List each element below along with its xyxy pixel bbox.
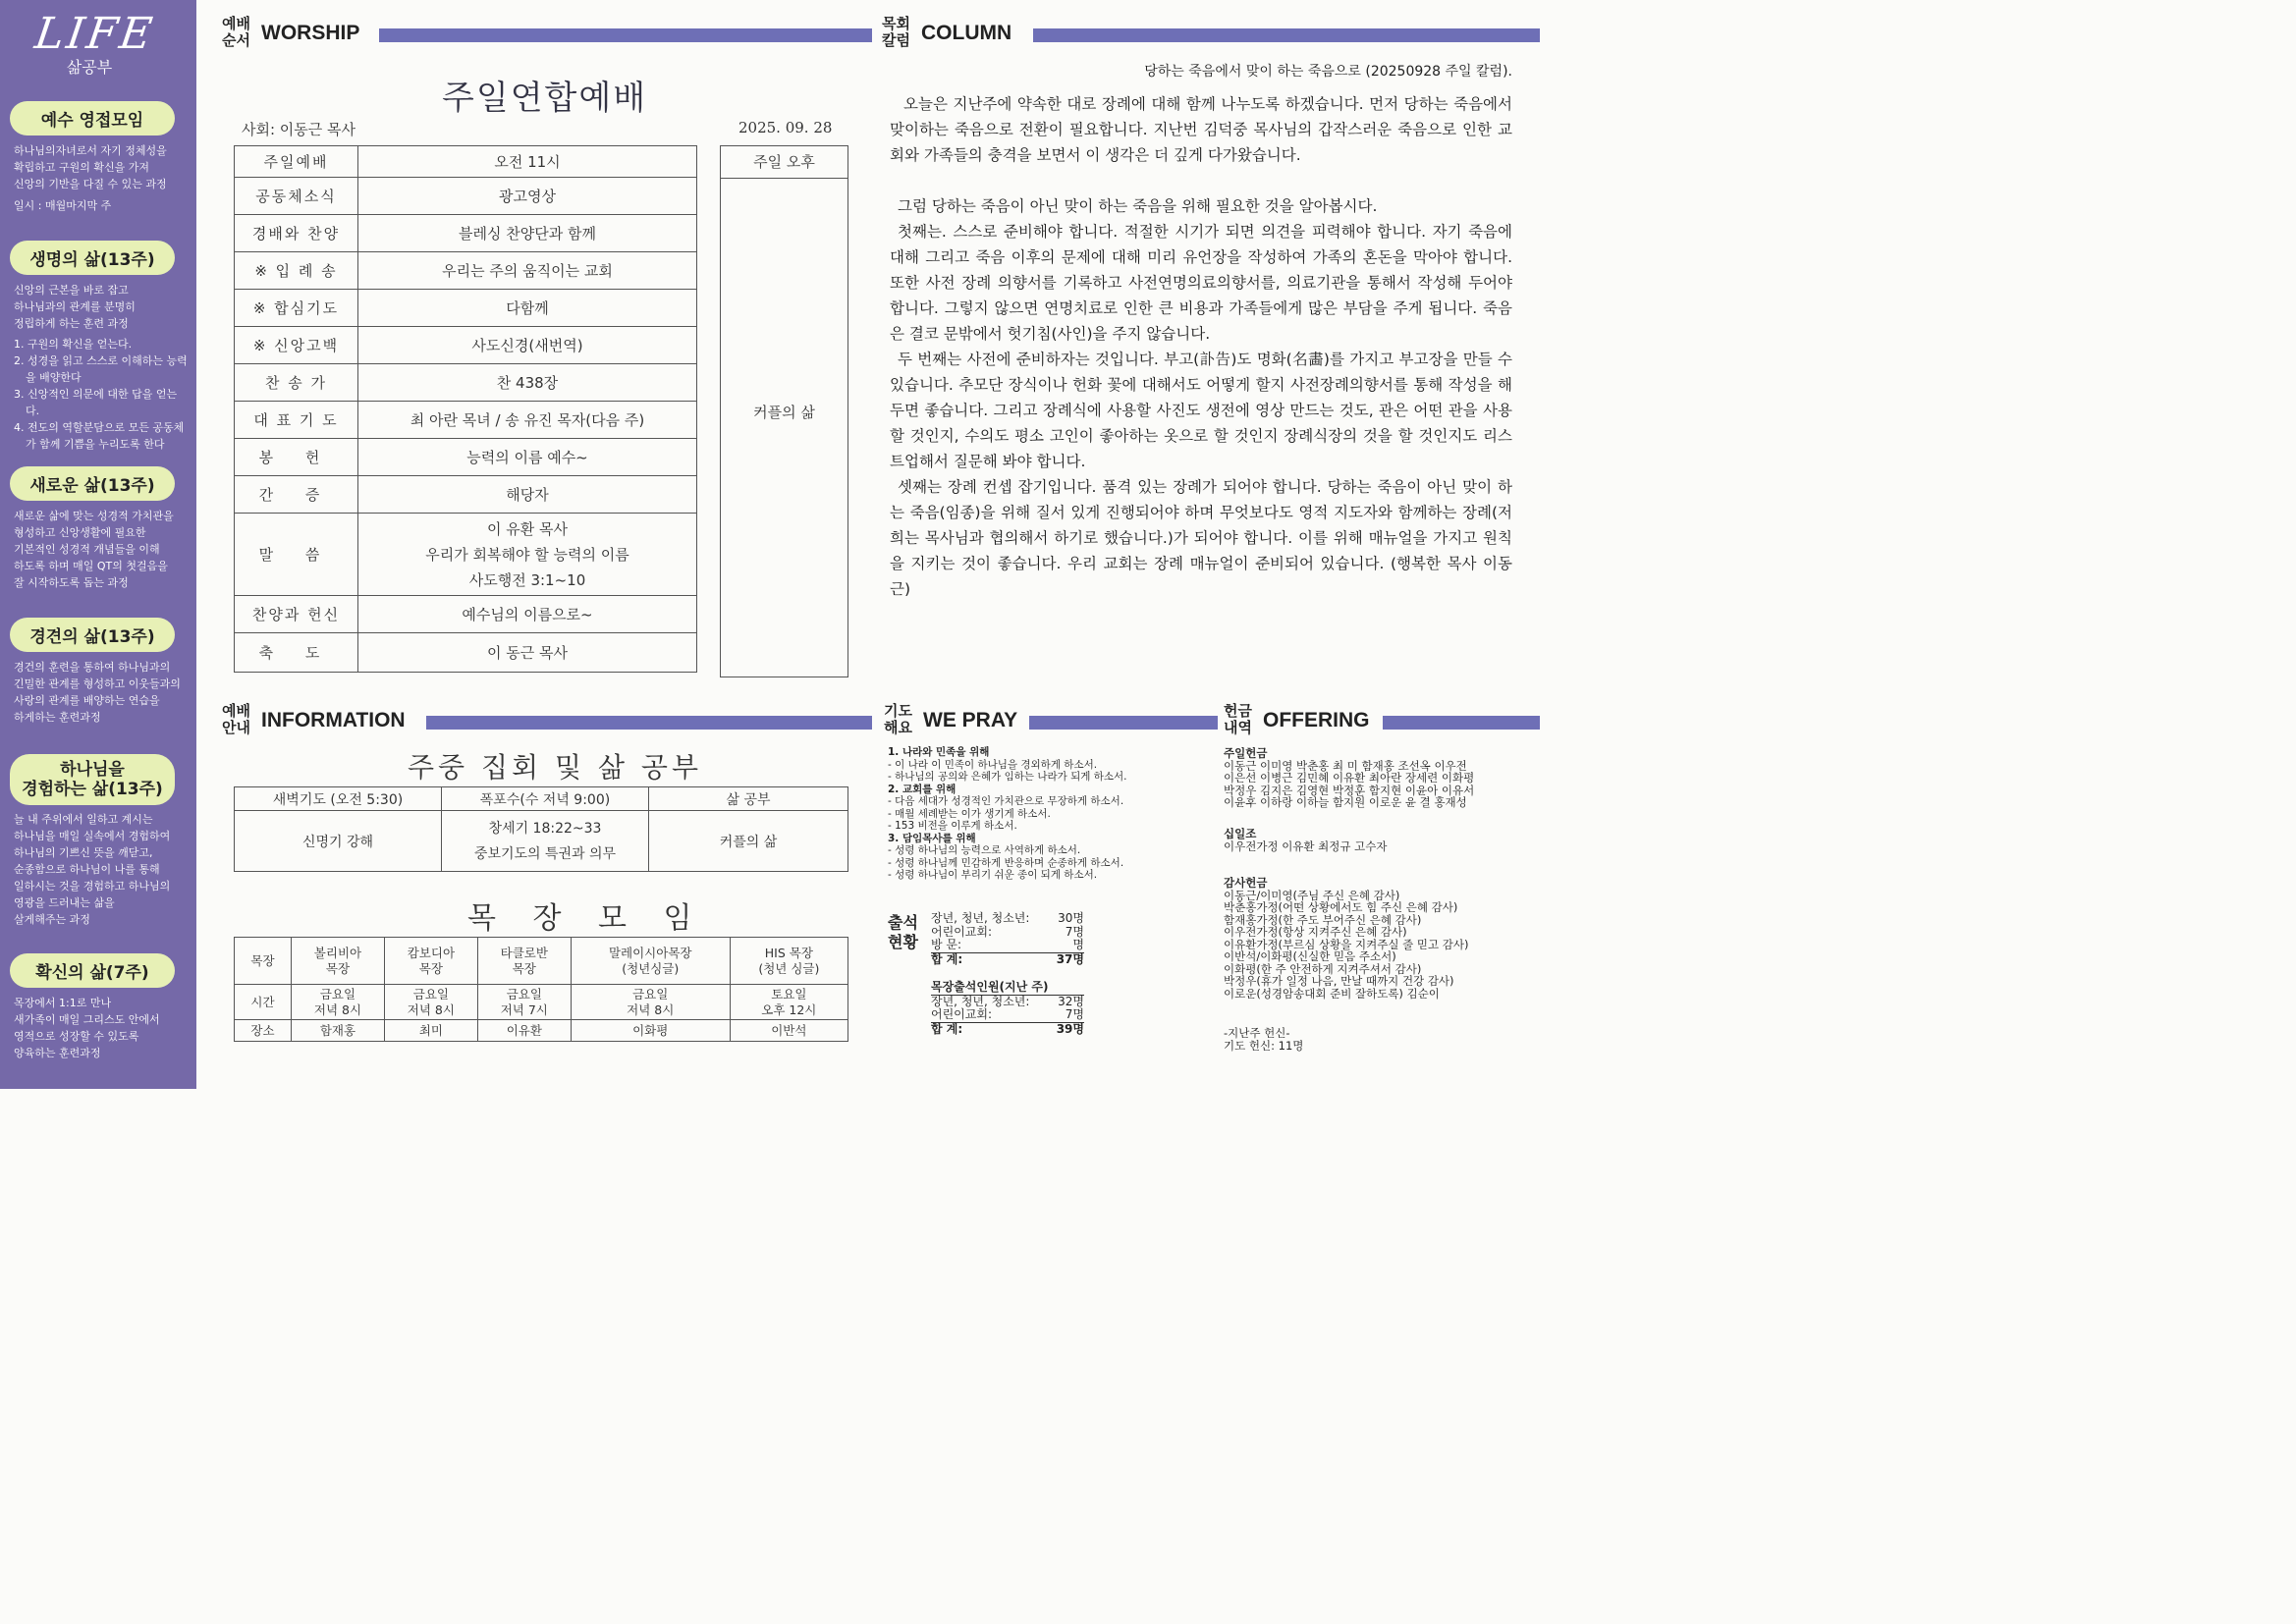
offering-footer: -지난주 헌신- 기도 헌신: 11명 — [1224, 1026, 1304, 1053]
attendance-table: 장년, 청년, 청소년: 30명 어린이교회: 7명 방 문: 명 합 계: 37명 — [931, 911, 1084, 966]
course-title-4: 경견의 삶(13주) — [10, 618, 175, 652]
weekly-table — [234, 786, 848, 872]
table-row: 공동체소식 광고영상 — [235, 178, 697, 215]
table-row: 신명기 강해 창세기 18:22~33 중보기도의 특권과 의무 커플의 삶 — [235, 811, 848, 872]
life-logo — [31, 9, 158, 78]
course-desc-1: 하나님의자녀로서 자기 정체성을 확립하고 구원의 확신을 가져 신앙의 기반을 다질 수 있는 과정 일시 : 매월마지막 주 — [14, 142, 191, 214]
column-subtitle: 당하는 죽음에서 맞이 하는 죽음으로 (20250928 주일 칼럼). — [1144, 64, 1512, 80]
column-header-en: COLUMN — [921, 22, 1012, 44]
table-row: 간 증 해당자 — [235, 476, 697, 514]
header-rule — [1033, 28, 1540, 42]
column-paragraph: 셋째는 장례 컨셉 잡기입니다. 품격 있는 장례가 되어야 합니다. 당하는 죽음이 아닌 맞이 하는 죽음(임종)을 위해 질서 있게 진행되어야 하며 무엇보다도 영적 지도자와 함께하는 장례(저희는 목사님과 협의해서 하기로 했습니다.)가 되어야 합니다. 이를 위해 매뉴얼을 가지고 원칙을 지키는 것이 좋습니다. 우리 교회는 장례 매뉴얼이 준비되어 있습니다. (행복한 목사 이동근) — [890, 478, 1512, 598]
tithe-offering: 십일조 이우전가정 이유환 최정규 고수자 — [1224, 827, 1388, 853]
worship-header-kr: 예배 순서 — [222, 15, 250, 49]
table-row: 찬 송 가 찬 438장 — [235, 364, 697, 402]
pray-header — [884, 703, 1218, 738]
table-row: 새벽기도 (오전 5:30) 폭포수(수 저녁 9:00) 삶 공부 — [235, 787, 848, 811]
course-desc-6: 목장에서 1:1로 만나 새가족이 매일 그리스도 안에서 영적으로 성장할 수 있도록 양육하는 훈련과정 — [14, 997, 160, 1059]
table-row: 대 표 기 도 최 아란 목녀 / 송 유진 목자(다음 주) — [235, 402, 697, 439]
course-desc-3: 새로운 삶에 맞는 성경적 가치관을 형성하고 신앙생활에 필요한 기본적인 성경적 개념들을 이해 하도록 하며 매일 QT의 첫걸음을 잘 시작하도록 돕는 과정 — [14, 510, 174, 589]
header-rule — [426, 716, 872, 730]
column-paragraph: 첫째는. 스스로 준비해야 합니다. 적절한 시기가 되면 의견을 피력해야 합니다. 자기 죽음에 대해 그리고 죽음 이후의 문제에 대해 미리 유언장을 작성하여 가족의 혼돈을 막아야 합니다. 또한 사전 장례 의향서를 기록하고 사전연명의료의향서를, 의료기관을 통해서 작성해 두어야 합니다. 그렇지 않으면 연명치료로 인한 큰 비용과 가족들에게 많은 부담을 주게 됩니다. 죽음은 결코 문밖에서 헛기침(사인)을 주지 않습니다. — [890, 223, 1512, 343]
sidebar — [0, 0, 196, 1089]
sermon-title: 우리가 회복해야 할 능력의 이름 — [425, 545, 629, 564]
course-title-2: 생명의 삶(13주) — [10, 241, 175, 275]
information-header-kr: 예배 안내 — [222, 702, 250, 736]
sermon-row: 말 씀 이 유환 목사 우리가 회복해야 할 능력의 이름 사도행전 3:1~10 — [235, 514, 697, 596]
table-row: 장소 함재홍 최미 이유환 이화평 이반석 — [235, 1020, 848, 1042]
information-header-en: INFORMATION — [261, 709, 406, 731]
sermon-passage: 사도행전 3:1~10 — [468, 570, 586, 589]
offering-header — [1224, 703, 1540, 738]
course-title-1: 예수 영접모임 — [10, 101, 175, 135]
column-header-kr: 목회 칼럼 — [882, 15, 910, 49]
course-title-6: 확신의 삶(7주) — [10, 953, 175, 988]
table-row: ※ 신앙고백 사도신경(새번역) — [235, 327, 697, 364]
table-row: 봉 헌 능력의 이름 예수~ — [235, 439, 697, 476]
prayer-list: 1. 나라와 민족을 위해 - 이 나라 이 민족이 하나님을 경외하게 하소서. - 하나님의 공의와 은혜가 임하는 나라가 되게 하소서. 2. 교회를 위해 - 다음 세대가 성경적인 가치관으로 무장하게 하소서. - 매월 세례받는 이가 생기게 하소서. - 153 비전을 이루게 하소서. 3. 담임목사를 위해 - 성령 하나님의 능력으로 사역하게 하소서. - 성령 하나님께 민감하게 반응하며 순종하게 하소서. - 성령 하나님이 부리기 쉬운 종이 되게 하소서. — [888, 746, 1127, 881]
table-row: ※ 입 례 송 우리는 주의 움직이는 교회 — [235, 252, 697, 290]
mokjang-attendance-table: 목장출석인원(지난 주) 장년, 청년, 청소년: 32명 어린이교회: 7명 합 계: 39명 — [931, 980, 1084, 1036]
worship-header-en: WORSHIP — [261, 22, 360, 44]
mokjang-title: 목 장 모 임 — [467, 901, 706, 936]
table-row: 주일예배 오전 11시 — [235, 146, 697, 178]
sermon-preacher: 이 유환 목사 — [487, 519, 568, 538]
column-paragraph: 그럼 당하는 죽음이 아닌 맞이 하는 죽음을 위해 필요한 것을 알아봅시다. — [898, 197, 1378, 215]
afternoon-box — [720, 145, 848, 677]
worship-date: 2025. 09. 28 — [738, 119, 833, 136]
worship-host: 사회: 이동근 목사 — [242, 121, 356, 138]
afternoon-header: 주일 오후 — [721, 146, 847, 179]
course-schedule: 일시 : 매월마지막 주 — [14, 199, 112, 212]
header-rule — [1029, 716, 1218, 730]
afternoon-value: 커플의 삶 — [753, 404, 815, 421]
mokjang-table — [234, 937, 848, 1042]
table-row: 목장 볼리비아 목장 캄보디아 목장 타클로반 목장 말레이시아목장 (청년싱글) HIS 목장 (청년 싱글) — [235, 938, 848, 985]
course-title-3: 새로운 삶(13주) — [10, 466, 175, 501]
weekly-title: 주중 집회 및 삶 공부 — [408, 751, 702, 784]
table-row: 축 도 이 동근 목사 — [235, 633, 697, 673]
worship-order-table — [234, 145, 697, 673]
attendance-label: 출석 현황 — [888, 913, 918, 951]
worship-title: 주일연합예배 — [442, 79, 648, 118]
table-row: ※ 합심기도 다함께 — [235, 290, 697, 327]
column-header — [882, 16, 1540, 51]
brand-title: LIFE — [31, 9, 158, 59]
pray-header-en: WE PRAY — [923, 709, 1018, 731]
sunday-offering: 주일헌금 이동근 이미영 박춘홍 최 미 함재홍 조선옥 이우전 이은선 이병근 김민혜 이유환 최아란 장세련 이화평 박정우 김지은 김영현 박정훈 함지현 이윤아 이유서 이윤후 이하랑 이하늘 함지원 이로운 윤 결 홍재성 — [1224, 746, 1475, 809]
pray-header-kr: 기도 해요 — [884, 702, 912, 736]
table-row: 찬양과 헌신 예수님의 이름으로~ — [235, 596, 697, 633]
table-row: 경배와 찬양 블레싱 찬양단과 함께 — [235, 215, 697, 252]
course-desc-2: 신앙의 근본을 바로 잡고 하나님과의 관계를 분명히 정립하게 하는 훈련 과정 1. 구원의 확신을 얻는다. 2. 성경을 읽고 스스로 이해하는 능력을 배양한다 3. 신앙적인 의문에 대한 답을 얻는다. 4. 전도의 역할분담으로 모든 공동체가 함께 기쁨을 누리도록 한다 — [14, 282, 191, 453]
header-rule — [379, 28, 872, 42]
column-body — [890, 91, 1512, 602]
brand-subtitle: 삶공부 — [66, 58, 113, 77]
course-goals-list: 1. 구원의 확신을 얻는다. 2. 성경을 읽고 스스로 이해하는 능력을 배양한다 3. 신앙적인 의문에 대한 답을 얻는다. 4. 전도의 역할분담으로 모든 공동체가 함께 기쁨을 누리도록 한다 — [14, 338, 188, 451]
course-desc-4: 경건의 훈련을 통하여 하나님과의 긴밀한 관계를 형성하고 이웃들과의 사랑의 관계를 배양하는 연습을 하게하는 훈련과정 — [14, 661, 181, 724]
course-title-5: 하나님을 경험하는 삶(13주) — [10, 754, 175, 805]
header-rule — [1383, 716, 1540, 730]
column-paragraph: 오늘은 지난주에 약속한 대로 장례에 대해 함께 나누도록 하겠습니다. 먼저 당하는 죽음에서 맞이하는 죽음으로 전환이 필요합니다. 지난번 김덕중 목사님의 갑작스러운 죽음으로 인한 교회와 가족들의 충격을 보면서 이 생각은 더 깊게 다가왔습니다. — [890, 95, 1512, 164]
thanks-offering: 감사헌금 이동근/이미영(주님 주신 은혜 감사) 박춘홍가정(어떤 상황에서도 힘 주신 은혜 감사) 함재홍가정(한 주도 부어주신 은혜 감사) 이우전가정(항상 지켜주신 은혜 감사) 이유환가정(부르심 상황을 지켜주실 줄 믿고 감사) 이반석/이화평(신실한 믿음 주소서) 이화평(한 주 안전하게 지켜주셔서 감사) 박정우(휴가 일정 나음, 만날 때까지 건강 감사) 이로운(성경암송대회 준비 잘하도록) 김순이 — [1224, 876, 1469, 1001]
column-paragraph — [890, 168, 1512, 193]
worship-header — [222, 16, 872, 51]
table-row: 시간 금요일 저녁 8시 금요일 저녁 8시 금요일 저녁 7시 금요일 저녁 8시 토요일 오후 12시 — [235, 985, 848, 1020]
offering-header-en: OFFERING — [1263, 709, 1370, 731]
course-desc-5: 늘 내 주위에서 일하고 계시는 하나님을 매일 실속에서 경험하여 하나님의 기쁘신 뜻을 깨닫고, 순종함으로 하나님이 나를 통해 일하시는 것을 경험하고 하나님의 영광을 드러내는 삶을 살게해주는 과정 — [14, 813, 171, 926]
information-header — [222, 703, 872, 738]
offering-header-kr: 헌금 내역 — [1224, 702, 1252, 736]
column-paragraph: 두 번째는 사전에 준비하자는 것입니다. 부고(訃告)도 명화(名畵)를 가지고 부고장을 만들 수 있습니다. 추모단 장식이나 헌화 꽃에 대해서도 어떻게 할지 사전장례의향서를 통해 작성을 해두면 좋습니다. 그리고 장례식에 사용할 사진도 생전에 영상 만드는 것도, 관은 어떤 관을 사용할 것인지, 수의도 평소 고인이 좋아하는 옷으로 할 것인지 장례식장의 것을 할 것인지도 리스트업해서 질문해 봐야 합니다. — [890, 351, 1512, 470]
